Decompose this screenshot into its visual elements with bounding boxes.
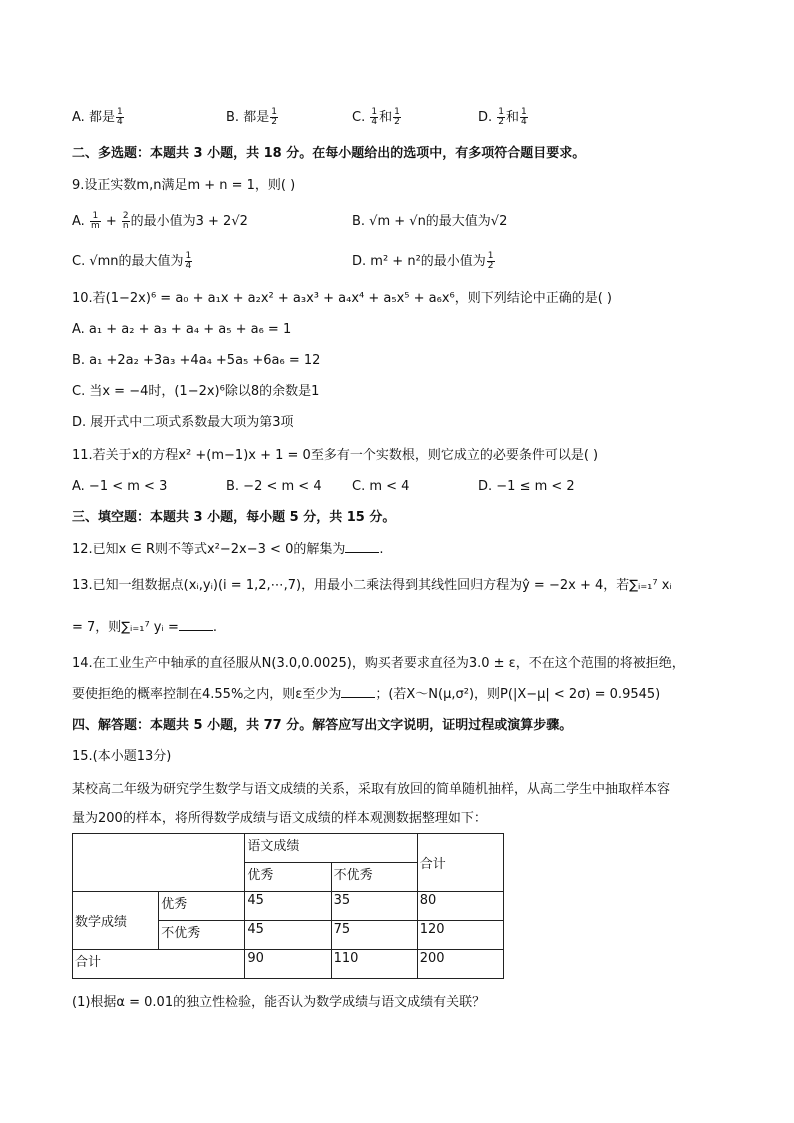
q12: 12.已知x ∈ R则不等式x²−2x−3 < 0的解集为 . — [72, 542, 384, 557]
q11-option-c: C. m < 4 — [352, 479, 410, 494]
fraction: $\frac{1}{2}$ — [271, 107, 277, 127]
fraction: $\frac{1}{2}$ — [487, 251, 494, 271]
fraction: $\frac{1}{4}$ — [521, 107, 527, 127]
table-cell: 45 — [245, 921, 331, 950]
fraction: $\frac{1}{2}$ — [498, 107, 505, 127]
table-row-label-excellent: 优秀 — [159, 892, 245, 921]
fraction: $\frac{2}{n}$ — [122, 211, 129, 231]
q10-stem: 10.若(1−2x)⁶ = a₀ + a₁x + a₂x² + a₃x³ + a₄x⁴ + a₅x⁵ + a₆x⁶，则下列结论中正确的是( ) — [72, 291, 612, 306]
q11-option-a: A. −1 < m < 3 — [72, 479, 168, 494]
table-corner-cell — [73, 834, 245, 892]
table-cell: 200 — [417, 950, 503, 979]
section-heading-multiple-choice: 二、多选题：本题共 3 小题，共 18 分。在每小题给出的选项中，有多项符合题目要求。 — [72, 146, 586, 161]
section-heading-solutions: 四、解答题：本题共 5 小题，共 77 分。解答应写出文字说明，证明过程或演算步骤。 — [72, 718, 573, 733]
q11-option-d: D. −1 ≤ m < 2 — [478, 479, 575, 494]
answer-blank — [341, 685, 375, 698]
table-cell: 120 — [417, 921, 503, 950]
q9-option-d: D. m² + n²的最小值为 $\frac{1}{2}$ — [352, 251, 494, 271]
q9-option-b: B. √m + √n的最大值为√2 — [352, 214, 508, 229]
q10-option-d: D. 展开式中二项式系数最大项为第3项 — [72, 415, 294, 430]
table-row-label-total: 合计 — [73, 950, 245, 979]
q11-option-b: B. −2 < m < 4 — [226, 479, 322, 494]
q10-option-c: C. 当x = −4时，(1−2x)⁶除以8的余数是1 — [72, 384, 320, 399]
fraction: $\frac{1}{4}$ — [371, 107, 378, 127]
q15-part1: (1)根据α = 0.01的独立性检验，能否认为数学成绩与语文成绩有关联？ — [72, 995, 486, 1010]
fraction: $\frac{1}{4}$ — [116, 107, 123, 127]
table-cell: 75 — [331, 921, 417, 950]
contingency-table — [72, 833, 504, 979]
fraction: $\frac{1}{m}$ — [90, 211, 100, 231]
fraction: $\frac{1}{2}$ — [394, 107, 400, 127]
q9-option-a: A. $\frac{1}{m}$ + $\frac{2}{n}$ 的最小值为3 + 2√2 — [72, 211, 248, 231]
q9-stem: 9.设正实数m,n满足m + n = 1，则( ) — [72, 178, 296, 193]
q15-heading: 15.(本小题13分) — [72, 749, 172, 764]
table-row — [73, 892, 504, 921]
table-cell: 90 — [245, 950, 331, 979]
table-row-header-math: 数学成绩 — [73, 892, 159, 950]
table-cell: 45 — [245, 892, 331, 921]
q10-option-b: B. a₁ +2a₂ +3a₃ +4a₄ +5a₅ +6a₆ = 12 — [72, 353, 321, 368]
table-row-label-not-excellent: 不优秀 — [159, 921, 245, 950]
table-header-yuwen: 语文成绩 — [245, 834, 417, 863]
table-cell: 35 — [331, 892, 417, 921]
q8-option-a: A. 都是 $\frac{1}{4}$ — [72, 107, 123, 127]
answer-blank — [179, 618, 213, 631]
q9-option-c: C. √mn的最大值为 $\frac{1}{4}$ — [72, 251, 192, 271]
answer-blank — [345, 540, 379, 553]
q11-stem: 11.若关于x的方程x² +(m−1)x + 1 = 0至多有一个实数根，则它成立的必要条件可以是( ) — [72, 448, 599, 463]
q13-line2: = 7，则∑ᵢ₌₁⁷ yᵢ = . — [72, 620, 217, 635]
q15-paragraph-line1: 某校高二年级为研究学生数学与语文成绩的关系，采取有放回的简单随机抽样，从高二学生中抽取样本容 — [72, 782, 671, 797]
q8-option-d: D. $\frac{1}{2}$ 和 $\frac{1}{4}$ — [478, 107, 527, 127]
q14-line1: 14.在工业生产中轴承的直径服从N(3.0,0.0025)，购买者要求直径为3.0 ± ε，不在这个范围的将被拒绝， — [72, 656, 685, 671]
section-heading-fill-blank: 三、填空题：本题共 3 小题，每小题 5 分，共 15 分。 — [72, 510, 396, 525]
table-cell: 80 — [417, 892, 503, 921]
q10-option-a: A. a₁ + a₂ + a₃ + a₄ + a₅ + a₆ = 1 — [72, 322, 292, 337]
table-header-total: 合计 — [417, 834, 503, 892]
q13-line1: 13.已知一组数据点(xᵢ,yᵢ)(i = 1,2,⋯,7)，用最小二乘法得到其线性回归方程为ŷ = −2x + 4，若∑ᵢ₌₁⁷ xᵢ — [72, 578, 672, 593]
table-row — [73, 834, 504, 863]
fraction: $\frac{1}{4}$ — [185, 251, 192, 271]
q8-option-c: C. $\frac{1}{4}$ 和 $\frac{1}{2}$ — [352, 107, 400, 127]
table-row — [73, 950, 504, 979]
table-header-not-excellent: 不优秀 — [331, 863, 417, 892]
q8-option-b: B. 都是 $\frac{1}{2}$ — [226, 107, 277, 127]
table-header-excellent: 优秀 — [245, 863, 331, 892]
q15-paragraph-line2: 量为200的样本，将所得数学成绩与语文成绩的样本观测数据整理如下： — [72, 811, 487, 826]
table-cell: 110 — [331, 950, 417, 979]
q14-line2: 要使拒绝的概率控制在4.55%之内，则ε至少为 ；(若X～N(μ,σ²)，则P(|X−μ| < 2σ) = 0.9545) — [72, 687, 661, 702]
